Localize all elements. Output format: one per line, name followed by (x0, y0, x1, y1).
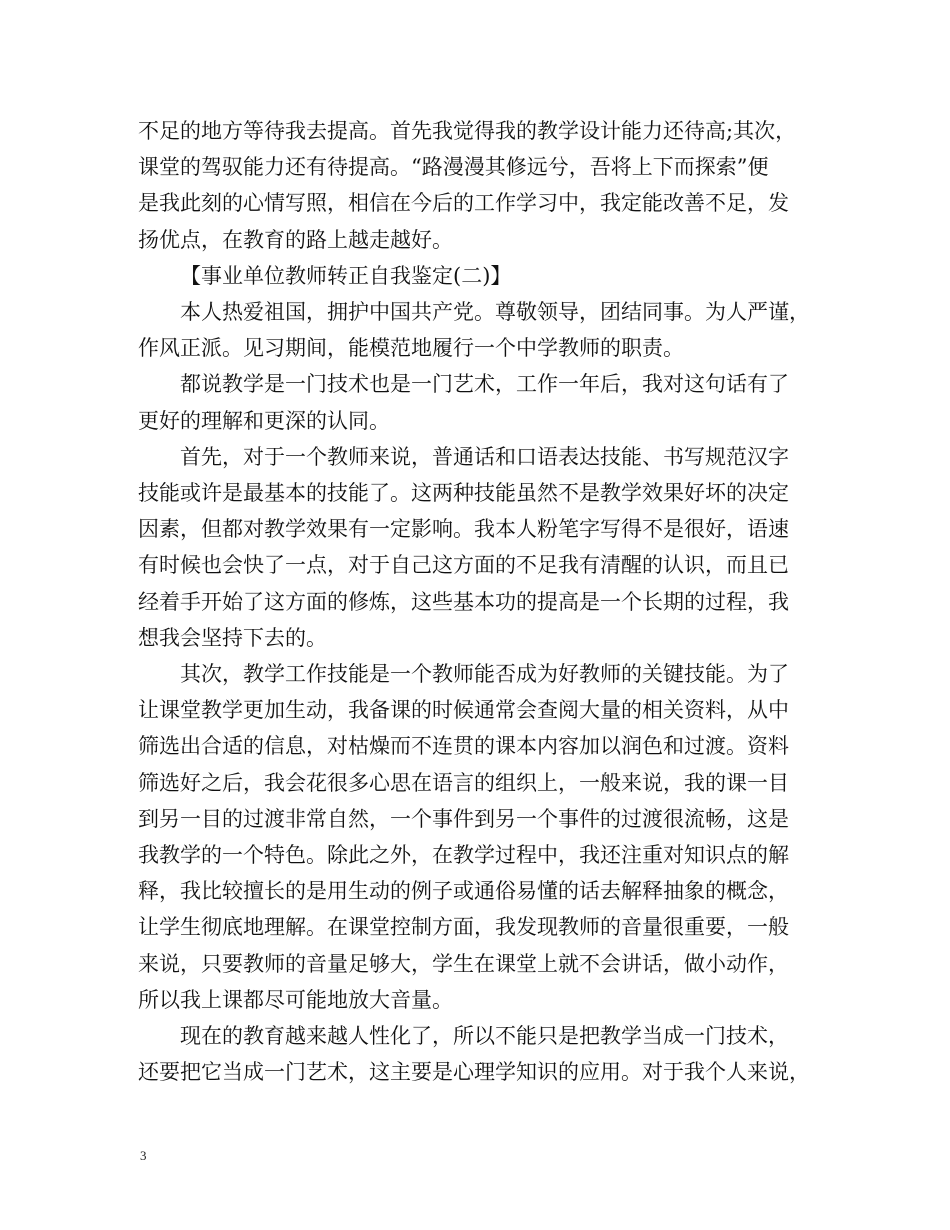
text-line: 作风正派。见习期间，能模范地履行一个中学教师的职责。 (138, 336, 684, 361)
text-line: 技能或许是最基本的技能了。这两种技能虽然不是教学效果好坏的决定 (138, 481, 789, 506)
text-line: 更好的理解和更深的认同。 (138, 408, 390, 433)
text-line: 首先，对于一个教师来说，普通话和口语表达技能、书写规范汉字 (180, 444, 789, 469)
text-line: 让课堂教学更加生动，我备课的时候通常会查阅大量的相关资料，从中 (138, 698, 789, 723)
paragraph-7 (138, 1018, 828, 1090)
paragraph-6 (138, 656, 828, 1018)
text-line: 让学生彻底地理解。在课堂控制方面，我发现教师的音量很重要，一般 (138, 915, 789, 940)
section-heading (138, 258, 828, 294)
text-line: 所以我上课都尽可能地放大音量。 (138, 987, 453, 1012)
text-line: 都说教学是一门技术也是一门艺术，工作一年后，我对这句话有了 (180, 372, 789, 397)
text-line: 筛选好之后，我会花很多心思在语言的组织上，一般来说，我的课一目 (138, 770, 789, 795)
page-number: 3 (140, 1148, 147, 1163)
text-line: 筛选出合适的信息，对枯燥而不连贯的课本内容加以润色和过渡。资料 (138, 734, 789, 759)
text-line: 课堂的驾驭能力还有待提高。“路漫漫其修远兮，吾将上下而探索”便 (138, 155, 769, 180)
paragraph-1 (138, 113, 828, 258)
text-line: 想我会坚持下去的。 (138, 625, 327, 650)
text-line: 还要把它当成一门艺术，这主要是心理学知识的应用。对于我个人来说， (138, 1060, 810, 1085)
paragraph-4 (138, 366, 828, 438)
document-body (138, 113, 828, 1090)
text-line: 我教学的一个特色。除此之外，在教学过程中，我还注重对知识点的解 (138, 843, 789, 868)
text-line: 扬优点，在教育的路上越走越好。 (138, 227, 453, 252)
text-line: 其次，教学工作技能是一个教师能否成为好教师的关键技能。为了 (180, 662, 789, 687)
text-line: 是我此刻的心情写照，相信在今后的工作学习中，我定能改善不足，发 (138, 191, 789, 216)
text-line: 来说，只要教师的音量足够大，学生在课堂上就不会讲话，做小动作， (138, 951, 789, 976)
heading-text: 【事业单位教师转正自我鉴定(二)】 (180, 263, 512, 288)
text-line: 不足的地方等待我去提高。首先我觉得我的教学设计能力还待高;其次， (138, 119, 797, 143)
text-line: 因素，但都对教学效果有一定影响。我本人粉笔字写得不是很好，语速 (138, 517, 789, 542)
text-line: 本人热爱祖国，拥护中国共产党。尊敬领导，团结同事。为人严谨， (180, 300, 810, 325)
text-line: 有时候也会快了一点，对于自己这方面的不足我有清醒的认识，而且已 (138, 553, 789, 578)
text-line: 经着手开始了这方面的修炼，这些基本功的提高是一个长期的过程，我 (138, 589, 789, 614)
paragraph-5 (138, 439, 828, 656)
text-line: 到另一目的过渡非常自然，一个事件到另一个事件的过渡很流畅，这是 (138, 806, 789, 831)
paragraph-3 (138, 294, 828, 366)
text-line: 释，我比较擅长的是用生动的例子或通俗易懂的话去解释抽象的概念， (138, 879, 789, 904)
text-line: 现在的教育越来越人性化了，所以不能只是把教学当成一门技术， (180, 1024, 789, 1049)
